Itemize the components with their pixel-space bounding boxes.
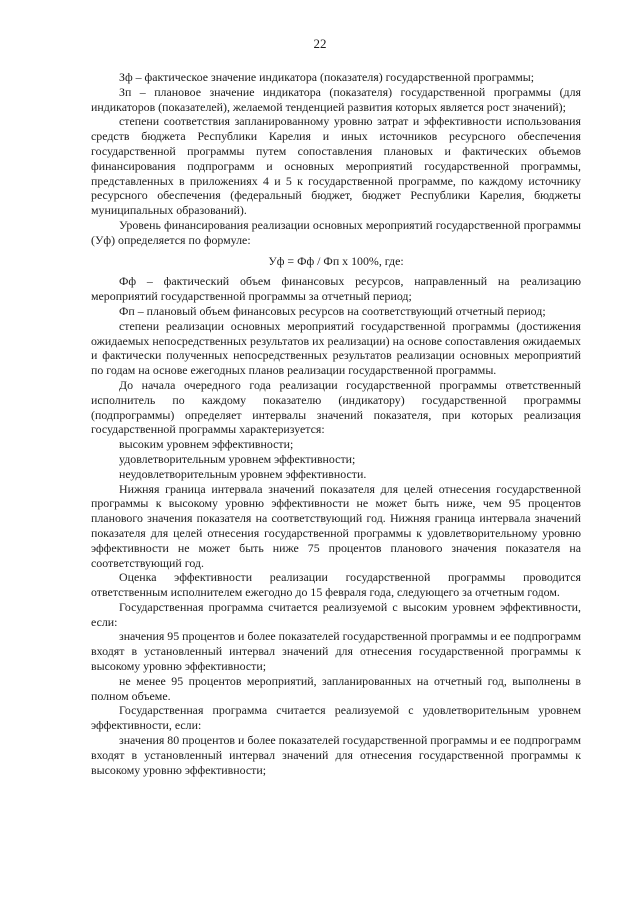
paragraph-lower-bound: Нижняя граница интервала значений показателя для целей отнесения государственной программы к высокому уровню эффективности не может быть ниже, чем 95 процентов планового значения показателя на соответствующий год. Нижняя граница интервала значений показателя для целей отнесения государственной программы к удовлетворительному уровню эффективности не может быть ниже 75 процентов планового значения показателя на соответствующий год.: [91, 481, 581, 570]
paragraph-high-efficiency-intro: Государственная программа считается реализуемой с высоким уровнем эффективности, если:: [91, 599, 581, 629]
paragraph-high-criterion-indicators: значения 95 процентов и более показателей государственной программы и ее подпрограмм входят в установленный интервал значений для отнесения государственной программы к высокому уровню эффективности;: [91, 629, 581, 674]
list-item-satisfactory: удовлетворительным уровнем эффективности;: [119, 451, 356, 466]
page-number: 22: [313, 36, 327, 51]
paragraph-zp-definition: Зп – плановое значение индикатора (показателя) государственной программы (для индикаторов (показателей), желаемой тенденцией развития которых является рост значений);: [91, 84, 581, 114]
paragraph-fp-definition: Фп – плановый объем финансовых ресурсов на соответствующий отчетный период;: [119, 303, 546, 318]
paragraph-zf-definition: Зф – фактическое значение индикатора (показателя) государственной программы;: [119, 70, 535, 84]
paragraph-satisfactory-criterion-indicators: значения 80 процентов и более показателей государственной программы и ее подпрограмм входят в установленный интервал значений для отнесения государственной программы к высокому уровню эффективности;: [91, 733, 581, 777]
paragraph-cost-compliance: степени соответствия запланированному уровню затрат и эффективности использования средств бюджета Республики Карелия и иных источников ресурсного обеспечения государственной программы путем сопоставления плановых и фактических объемов финансирования подпрограмм и основных мероприятий государственной программы, представленных в приложениях 4 и 5 к государственной программе, по каждому источнику ресурсного обеспечения (федеральный бюджет, бюджет Республики Карелия, бюджеты муниципальных образований).: [91, 114, 581, 218]
paragraph-evaluation-deadline: Оценка эффективности реализации государственной программы проводится ответственным исполнителем ежегодно до 15 февраля года, следующего за отчетным годом.: [91, 570, 581, 600]
paragraph-intervals-intro: До начала очередного года реализации государственной программы ответственный исполнитель по каждому показателю (индикатору) государственной программы (подпрограммы) определяет интервалы значений показателя, при которых реализация государственной программы характеризуется:: [91, 377, 581, 437]
list-item-unsatisfactory: неудовлетворительным уровнем эффективности.: [119, 466, 367, 481]
list-item-high: высоким уровнем эффективности;: [119, 437, 294, 452]
document-body: [91, 70, 581, 777]
paragraph-high-criterion-activities: не менее 95 процентов мероприятий, запланированных на отчетный год, выполнены в полном объеме.: [91, 673, 581, 703]
formula: Уф = Фф / Фп x 100%, где:: [268, 253, 404, 268]
paragraph-ff-definition: Фф – фактический объем финансовых ресурсов, направленный на реализацию мероприятий государственной программы за отчетный период;: [91, 274, 581, 304]
paragraph-implementation-degree: степени реализации основных мероприятий государственной программы (достижения ожидаемых непосредственных результатов их реализации) на основе сопоставления ожидаемых и фактически полученных непосредственных результатов реализации основных мероприятий по годам на основе ежегодных планов реализации государственной программы.: [91, 318, 581, 378]
paragraph-satisfactory-intro: Государственная программа считается реализуемой с удовлетворительным уровнем эффективности, если:: [91, 703, 581, 733]
paragraph-funding-level-intro: Уровень финансирования реализации основных мероприятий государственной программы (Уф) определяется по формуле:: [91, 217, 581, 247]
